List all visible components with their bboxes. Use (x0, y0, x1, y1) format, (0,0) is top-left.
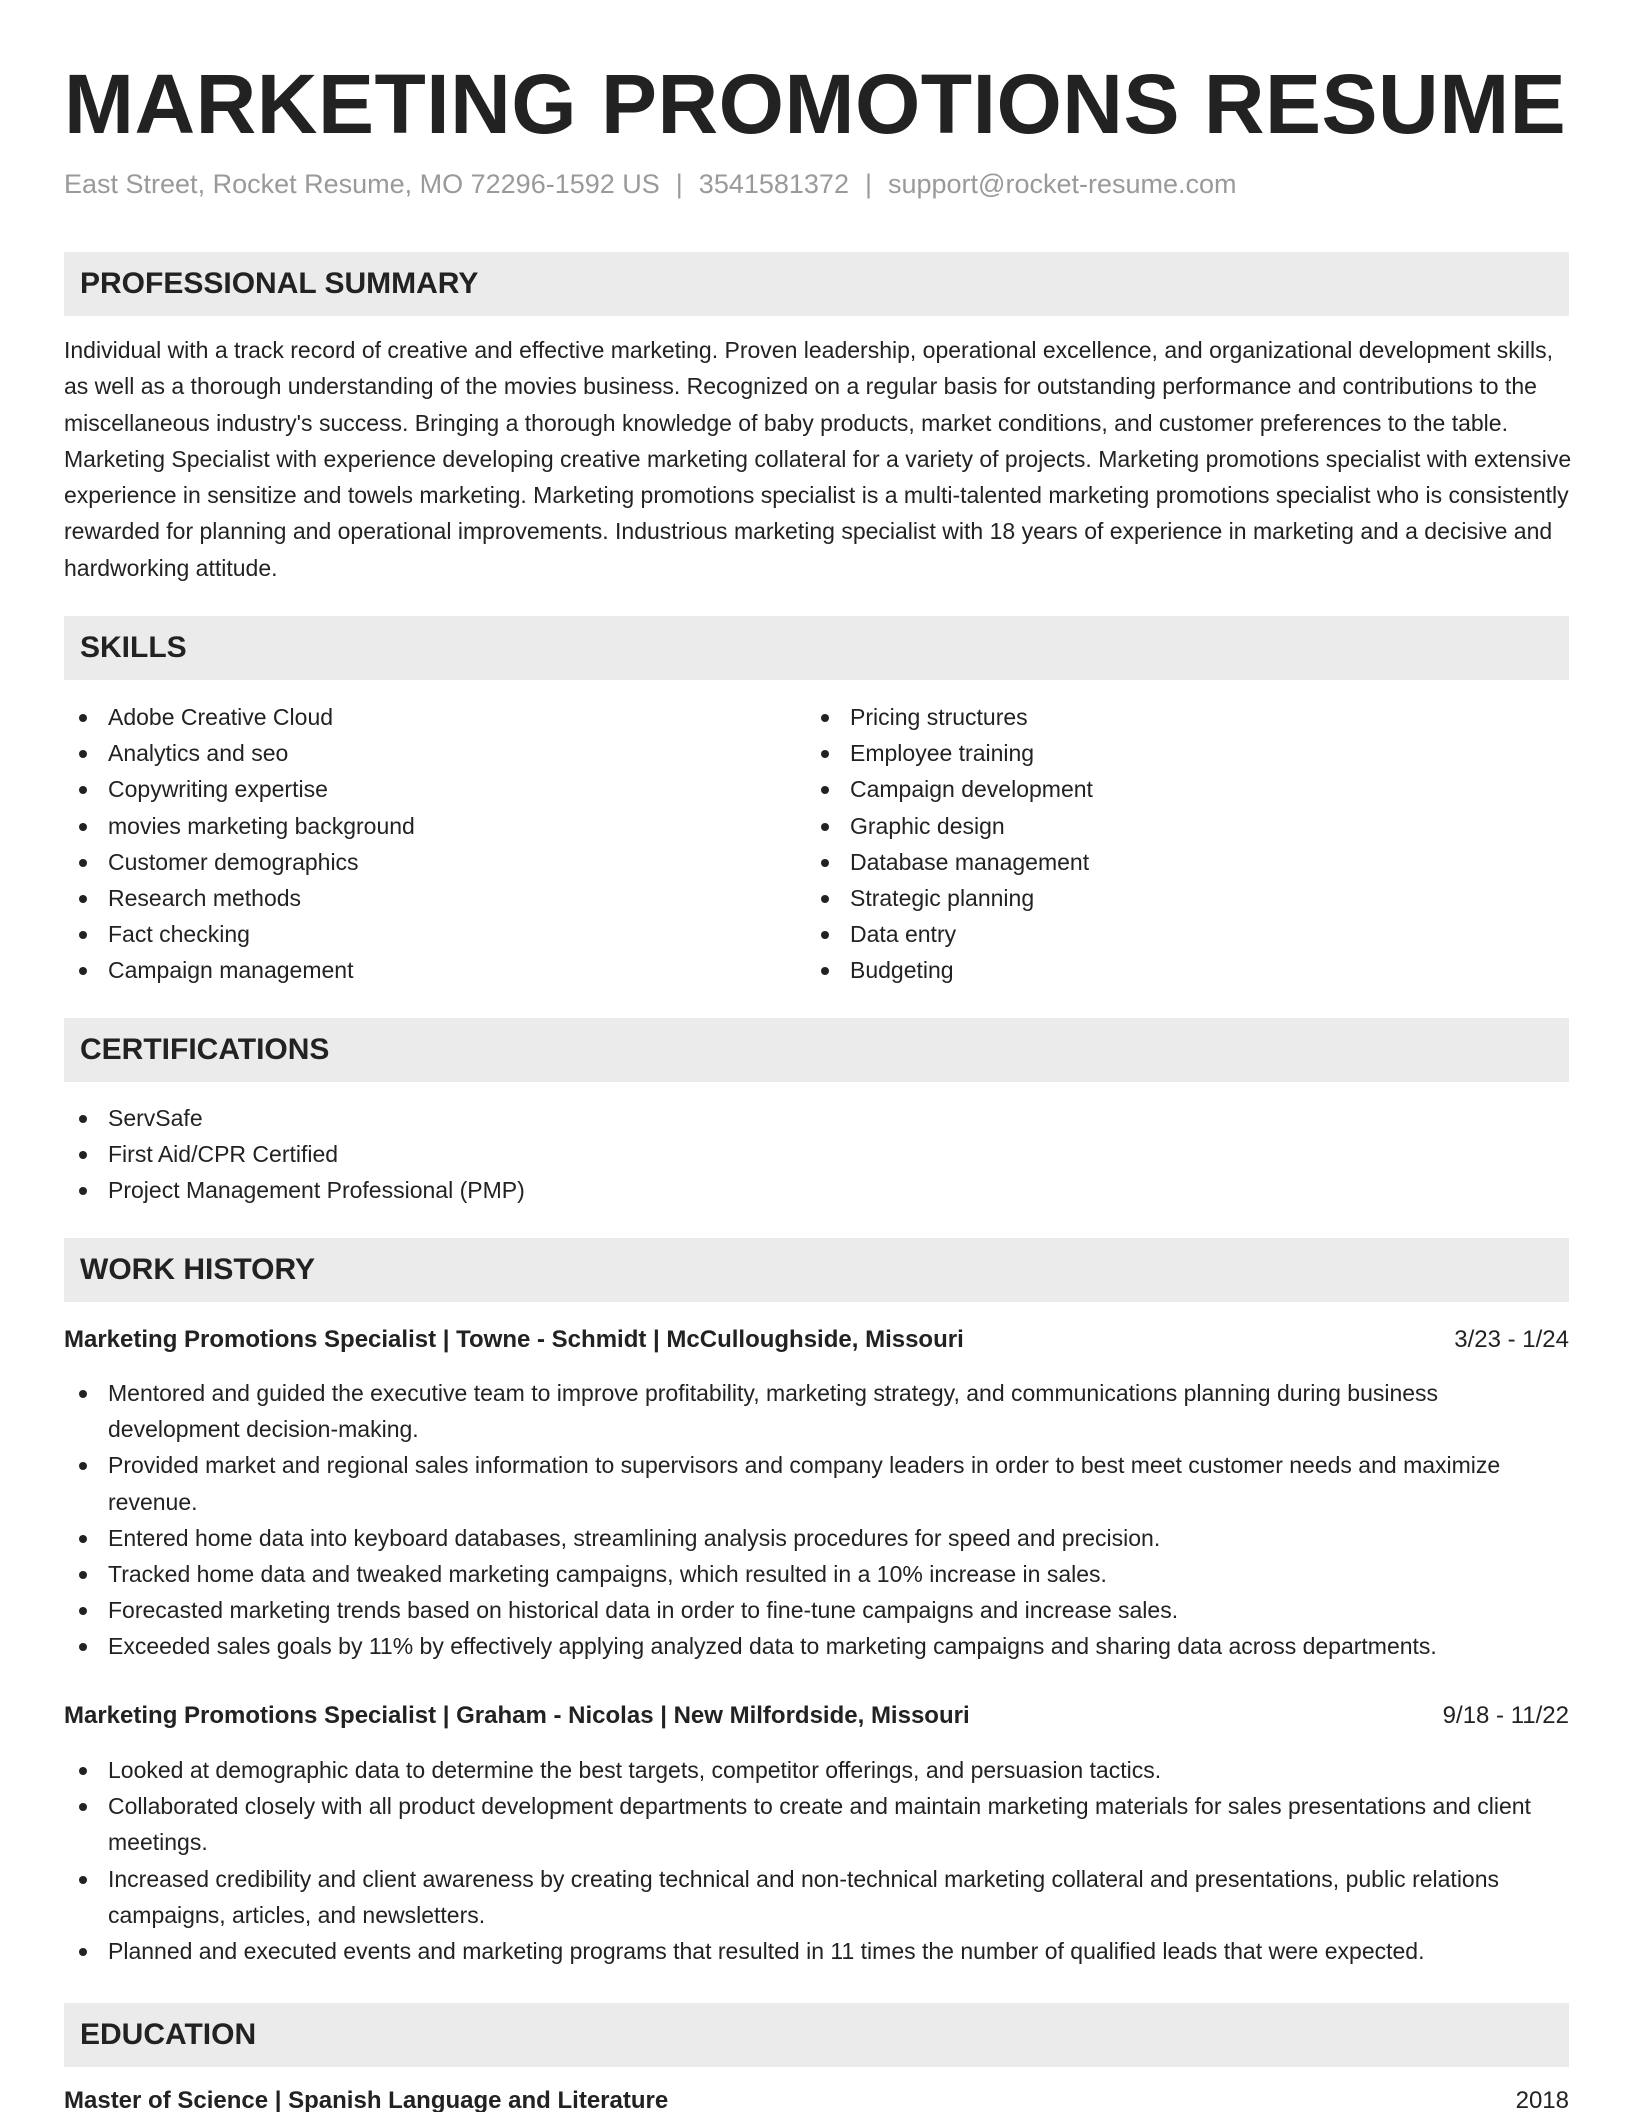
job-title: Marketing Promotions Specialist | Graham - Nicolas | New Milfordside, Missouri (64, 1702, 970, 1729)
skill-item: Employee training (806, 735, 1506, 771)
skill-item: Fact checking (64, 916, 764, 952)
skills-list-right (806, 699, 1506, 989)
skill-item: Strategic planning (806, 880, 1506, 916)
section-heading-certifications: CERTIFICATIONS (64, 1018, 1569, 1082)
section-heading-skills: SKILLS (64, 616, 1569, 680)
job-bullet: Exceeded sales goals by 11% by effectively applying analyzed data to marketing campaigns and sharing data across departments. (64, 1628, 1574, 1664)
education-degree: Master of Science | Spanish Language and Literature (64, 2087, 669, 2112)
job-bullet: Planned and executed events and marketing programs that resulted in 11 times the number of qualified leads that were expected. (64, 1933, 1574, 1969)
section-heading-work-history: WORK HISTORY (64, 1238, 1569, 1302)
job-bullet: Increased credibility and client awareness by creating technical and non-technical marketing collateral and presentations, public relations campaigns, articles, and newsletters. (64, 1861, 1574, 1933)
certification-item: First Aid/CPR Certified (64, 1136, 1569, 1172)
contact-separator: | (675, 169, 683, 199)
contact-phone: 3541581372 (698, 169, 849, 199)
job-bullet: Tracked home data and tweaked marketing campaigns, which resulted in a 10% increase in sales. (64, 1556, 1574, 1592)
section-heading-summary: PROFESSIONAL SUMMARY (64, 252, 1569, 316)
skill-item: Data entry (806, 916, 1506, 952)
job-dates: 9/18 - 11/22 (1442, 1702, 1569, 1729)
summary-text: Individual with a track record of creative and effective marketing. Proven leadership, operational excellence, and organizational development skills, as well as a thorough understanding of the movies business. Recognized on a regular basis for outstanding performance and contributions to the miscellaneous industry's success. Bringing a thorough knowledge of baby products, market conditions, and customer preferences to the table. Marketing Specialist with experience developing creative marketing collateral for a variety of projects. Marketing promotions specialist with extensive experience in sensitize and towels marketing. Marketing promotions specialist is a multi-talented marketing promotions specialist who is consistently rewarded for planning and operational improvements. Industrious marketing specialist with 18 years of experience in marketing and a decisive and hardworking attitude. (64, 337, 1572, 581)
job-bullet: Mentored and guided the executive team to improve profitability, marketing strategy, and communications planning during business development decision-making. (64, 1375, 1574, 1447)
certification-item: ServSafe (64, 1100, 1569, 1136)
skill-item: Research methods (64, 880, 764, 916)
skill-item: Customer demographics (64, 844, 764, 880)
contact-email: support@rocket-resume.com (887, 169, 1237, 199)
skill-item: Database management (806, 844, 1506, 880)
certifications-list (64, 1100, 1569, 1209)
job-bullet: Provided market and regional sales information to supervisors and company leaders in order to best meet customer needs and maximize revenue. (64, 1447, 1574, 1519)
contact-address: East Street, Rocket Resume, MO 72296-1592 US (64, 169, 660, 199)
skill-item: Copywriting expertise (64, 771, 764, 807)
contact-line (64, 164, 1237, 204)
skill-item: Pricing structures (806, 699, 1506, 735)
skill-item: Campaign management (64, 952, 764, 988)
job-bullet: Forecasted marketing trends based on historical data in order to fine-tune campaigns and increase sales. (64, 1592, 1574, 1628)
skill-item: Graphic design (806, 808, 1506, 844)
skill-item: Adobe Creative Cloud (64, 699, 764, 735)
section-heading-education: EDUCATION (64, 2003, 1569, 2067)
skill-item: Budgeting (806, 952, 1506, 988)
job-title: Marketing Promotions Specialist | Towne - Schmidt | McCulloughside, Missouri (64, 1326, 964, 1353)
resume-title: MARKETING PROMOTIONS RESUME (64, 57, 1567, 151)
job-bullet: Looked at demographic data to determine the best targets, competitor offerings, and persuasion tactics. (64, 1752, 1574, 1788)
certification-item: Project Management Professional (PMP) (64, 1172, 1569, 1208)
job-bullets (64, 1752, 1574, 1969)
skill-item: Campaign development (806, 771, 1506, 807)
skill-item: Analytics and seo (64, 735, 764, 771)
skill-item: movies marketing background (64, 808, 764, 844)
education-year: 2018 (1515, 2087, 1569, 2112)
job-dates: 3/23 - 1/24 (1454, 1326, 1569, 1353)
skills-list-left (64, 699, 764, 989)
job-bullets (64, 1375, 1574, 1665)
job-bullet: Entered home data into keyboard databases, streamlining analysis procedures for speed and precision. (64, 1520, 1574, 1556)
contact-separator: | (864, 169, 872, 199)
job-bullet: Collaborated closely with all product development departments to create and maintain marketing materials for sales presentations and client meetings. (64, 1788, 1574, 1860)
